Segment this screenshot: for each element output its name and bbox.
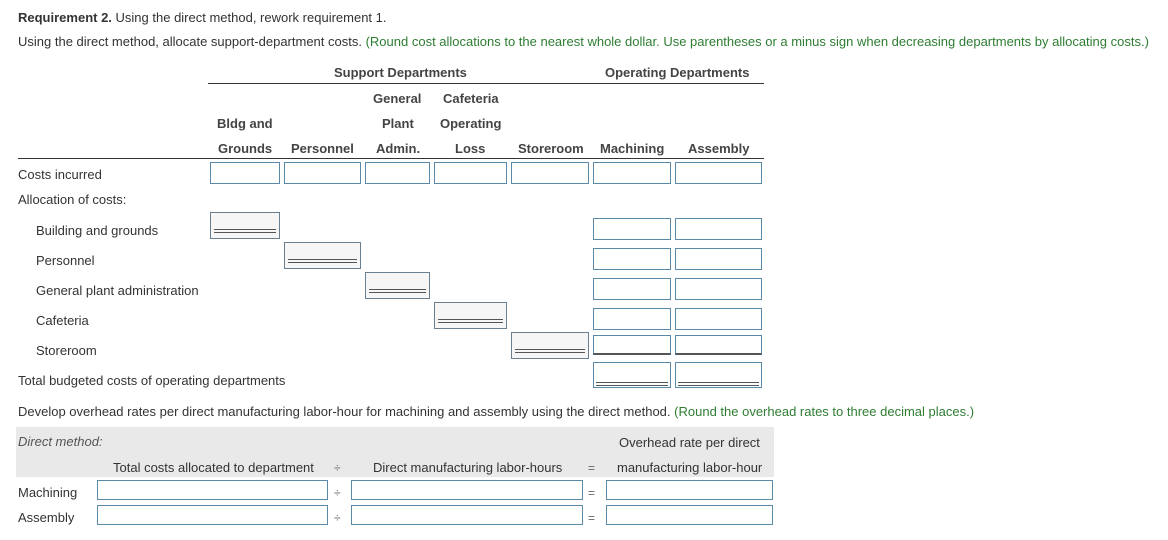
machining-divide-sign: ÷ xyxy=(334,486,341,500)
alloc-personnel-personnel-total-cell[interactable] xyxy=(284,242,361,269)
machining-overhead-rate-input[interactable] xyxy=(606,480,773,500)
col-rate-line2: manufacturing labor-hour xyxy=(617,460,763,475)
costs-incurred-storeroom-input[interactable] xyxy=(511,162,589,184)
machining-equals-sign: = xyxy=(588,486,596,500)
col-general-line1: General xyxy=(373,91,422,106)
group-operating-departments: Operating Departments xyxy=(605,65,750,80)
row-label-building: Building and grounds xyxy=(36,223,159,238)
alloc-cafeteria-assembly-input[interactable] xyxy=(675,308,762,330)
assembly-divide-sign: ÷ xyxy=(334,511,341,525)
row-label-storeroom: Storeroom xyxy=(36,343,97,358)
assembly-labor-hours-input[interactable] xyxy=(351,505,583,525)
column-header-rule xyxy=(18,158,764,159)
col-bldg-line1: Bldg and xyxy=(217,116,273,131)
alloc-building-bldg-total-cell[interactable] xyxy=(210,212,280,239)
alloc-general-machining-input[interactable] xyxy=(593,278,671,300)
col-labor-hours: Direct manufacturing labor-hours xyxy=(373,460,563,475)
alloc-personnel-assembly-input[interactable] xyxy=(675,248,762,270)
alloc-personnel-machining-input[interactable] xyxy=(593,248,671,270)
alloc-cafeteria-machining-input[interactable] xyxy=(593,308,671,330)
requirement-text: Using the direct method, rework requirement 1. xyxy=(111,10,387,25)
alloc-storeroom-machining-input[interactable] xyxy=(593,335,671,355)
col-machining: Machining xyxy=(600,141,665,156)
assembly-total-costs-input[interactable] xyxy=(97,505,328,525)
col-rate-line1: Overhead rate per direct xyxy=(619,435,760,450)
col-general-line3: Admin. xyxy=(376,141,421,156)
group-header-rule xyxy=(208,83,764,84)
costs-incurred-assembly-input[interactable] xyxy=(675,162,762,184)
row-label-costs-incurred: Costs incurred xyxy=(18,167,102,182)
col-total-costs: Total costs allocated to department xyxy=(113,460,314,475)
col-bldg-line2: Grounds xyxy=(218,141,273,156)
assembly-equals-sign: = xyxy=(588,511,596,525)
instruction-line xyxy=(18,34,1149,49)
alloc-general-assembly-input[interactable] xyxy=(675,278,762,300)
row-label-total: Total budgeted costs of operating departments xyxy=(18,373,286,388)
alloc-storeroom-storeroom-total-cell[interactable] xyxy=(511,332,589,359)
col-general-line2: Plant xyxy=(382,116,414,131)
col-assembly: Assembly xyxy=(688,141,750,156)
machining-labor-hours-input[interactable] xyxy=(351,480,583,500)
direct-method-label: Direct method: xyxy=(18,434,103,449)
requirement-label: Requirement 2. xyxy=(18,10,112,25)
alloc-storeroom-assembly-input[interactable] xyxy=(675,335,762,355)
col-cafeteria-line1: Cafeteria xyxy=(443,91,499,106)
col-cafeteria-line3: Loss xyxy=(455,141,486,156)
costs-incurred-machining-input[interactable] xyxy=(593,162,671,184)
instruction-text: Using the direct method, allocate support-department costs. xyxy=(18,34,362,49)
requirement-heading xyxy=(18,10,387,25)
col-storeroom: Storeroom xyxy=(518,141,584,156)
row-label-cafeteria: Cafeteria xyxy=(36,313,89,328)
divide-sign-header: ÷ xyxy=(334,461,341,475)
equals-sign-header: = xyxy=(588,461,596,475)
costs-incurred-personnel-input[interactable] xyxy=(284,162,361,184)
row-label-allocation: Allocation of costs: xyxy=(18,192,127,207)
row-label-general: General plant administration xyxy=(36,283,199,298)
alloc-building-assembly-input[interactable] xyxy=(675,218,762,240)
total-assembly-cell[interactable] xyxy=(675,362,762,388)
overhead-row-assembly-label: Assembly xyxy=(18,510,75,525)
assembly-overhead-rate-input[interactable] xyxy=(606,505,773,525)
alloc-building-machining-input[interactable] xyxy=(593,218,671,240)
total-machining-cell[interactable] xyxy=(593,362,671,388)
costs-incurred-general-input[interactable] xyxy=(365,162,430,184)
machining-total-costs-input[interactable] xyxy=(97,480,328,500)
costs-incurred-bldg-input[interactable] xyxy=(210,162,280,184)
overhead-hint: (Round the overhead rates to three decimal places.) xyxy=(674,404,975,419)
costs-incurred-cafeteria-input[interactable] xyxy=(434,162,507,184)
overhead-row-machining-label: Machining xyxy=(18,485,78,500)
alloc-general-general-total-cell[interactable] xyxy=(365,272,430,299)
overhead-instruction xyxy=(18,404,974,419)
overhead-text: Develop overhead rates per direct manufacturing labor-hour for machining and assembly using the direct method. xyxy=(18,404,671,419)
instruction-hint: (Round cost allocations to the nearest whole dollar. Use parentheses or a minus sign when decreasing departments by allocating costs.) xyxy=(365,34,1149,49)
group-support-departments: Support Departments xyxy=(334,65,467,80)
col-personnel: Personnel xyxy=(291,141,354,156)
row-label-personnel: Personnel xyxy=(36,253,95,268)
alloc-cafeteria-cafeteria-total-cell[interactable] xyxy=(434,302,507,329)
col-cafeteria-line2: Operating xyxy=(440,116,502,131)
